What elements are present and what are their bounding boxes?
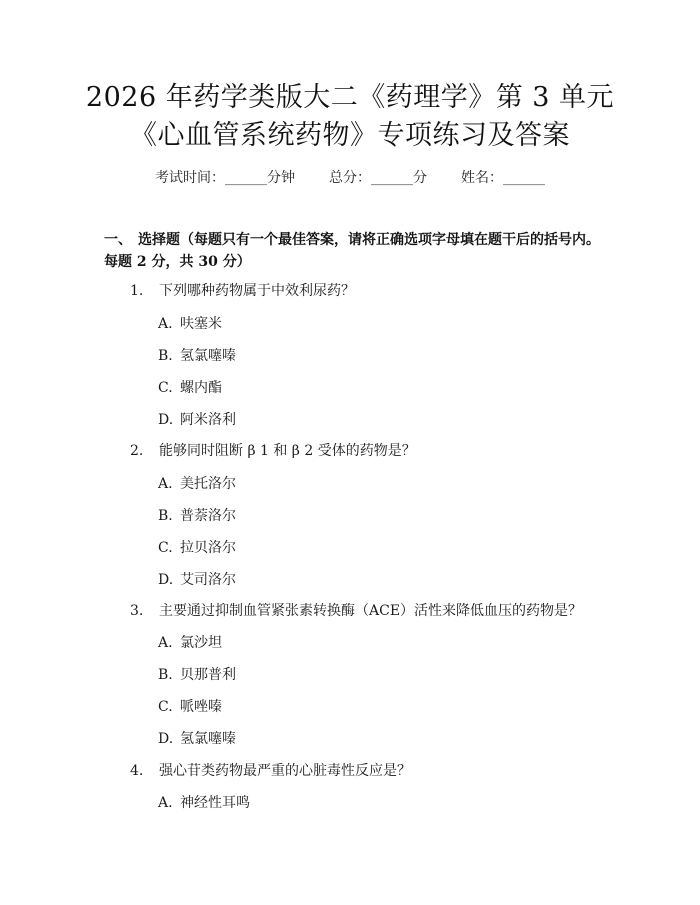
question-3-option-b [158, 665, 236, 685]
option-text: 神经性耳鸣 [180, 795, 250, 811]
question-1 [130, 281, 355, 301]
question-3-option-d [158, 729, 236, 749]
exam-meta [0, 168, 700, 188]
question-4-option-a [158, 793, 250, 813]
option-text: 普萘洛尔 [180, 508, 236, 524]
question-3-option-c [158, 697, 222, 717]
question-2-option-b [158, 506, 236, 526]
question-2-option-c [158, 538, 236, 558]
question-1-option-a [158, 314, 222, 334]
option-letter: C. [158, 380, 173, 396]
option-text: 贝那普利 [180, 667, 236, 683]
option-letter: C. [158, 540, 173, 556]
exam-title-line-2: 《心血管系统药物》专项练习及答案 [130, 120, 570, 151]
option-text: 艾司洛尔 [180, 572, 236, 588]
question-number: 1. [130, 283, 144, 299]
option-text: 呋塞米 [180, 316, 222, 332]
question-text: 主要通过抑制血管紧张素转换酶（ACE）活性来降低血压的药物是？ [159, 603, 583, 619]
option-text: 螺内酯 [180, 380, 222, 396]
section-heading-continued: 每题 2 分，共 30 分） [104, 254, 251, 270]
option-letter: B. [158, 667, 173, 683]
section-heading [104, 229, 604, 251]
option-letter: B. [158, 348, 173, 364]
option-letter: B. [158, 508, 173, 524]
option-text: 氢氯噻嗪 [180, 348, 236, 364]
question-number: 3. [130, 603, 144, 619]
option-text: 拉贝洛尔 [180, 540, 236, 556]
option-letter: A. [158, 316, 173, 332]
exam-time-field: 考试时间：______分钟 [155, 170, 295, 186]
question-text: 下列哪种药物属于中效利尿药？ [159, 283, 355, 299]
question-2-option-a [158, 474, 236, 494]
question-3-option-a [158, 633, 222, 653]
question-1-option-c [158, 378, 222, 398]
exam-title-line-1: 2026 年药学类版大二《药理学》第 3 单元 [85, 82, 615, 113]
option-text: 阿米洛利 [180, 412, 236, 428]
option-text: 氯沙坦 [180, 635, 222, 651]
option-letter: D. [158, 572, 174, 588]
section-number: 一、 [104, 232, 132, 248]
option-letter: A. [158, 635, 173, 651]
question-2-option-d [158, 570, 236, 590]
question-2 [130, 441, 416, 461]
student-name-field: 姓名：______ [461, 170, 545, 186]
total-score-field: 总分：______分 [329, 170, 427, 186]
option-text: 美托洛尔 [180, 476, 236, 492]
section-heading-text: 选择题（每题只有一个最佳答案，请将正确选项字母填在题干后的括号内。 [138, 232, 600, 248]
option-text: 氢氯噻嗪 [180, 731, 236, 747]
option-letter: A. [158, 795, 173, 811]
option-letter: D. [158, 412, 174, 428]
option-letter: C. [158, 699, 173, 715]
option-text: 哌唑嗪 [180, 699, 222, 715]
question-number: 2. [130, 443, 144, 459]
question-1-option-d [158, 410, 236, 430]
question-number: 4. [130, 763, 144, 779]
option-letter: A. [158, 476, 173, 492]
question-4 [130, 761, 411, 781]
question-text: 能够同时阻断 β 1 和 β 2 受体的药物是？ [159, 443, 416, 459]
question-3 [130, 601, 582, 621]
question-1-option-b [158, 346, 236, 366]
option-letter: D. [158, 731, 174, 747]
question-text: 强心苷类药物最严重的心脏毒性反应是？ [159, 763, 411, 779]
